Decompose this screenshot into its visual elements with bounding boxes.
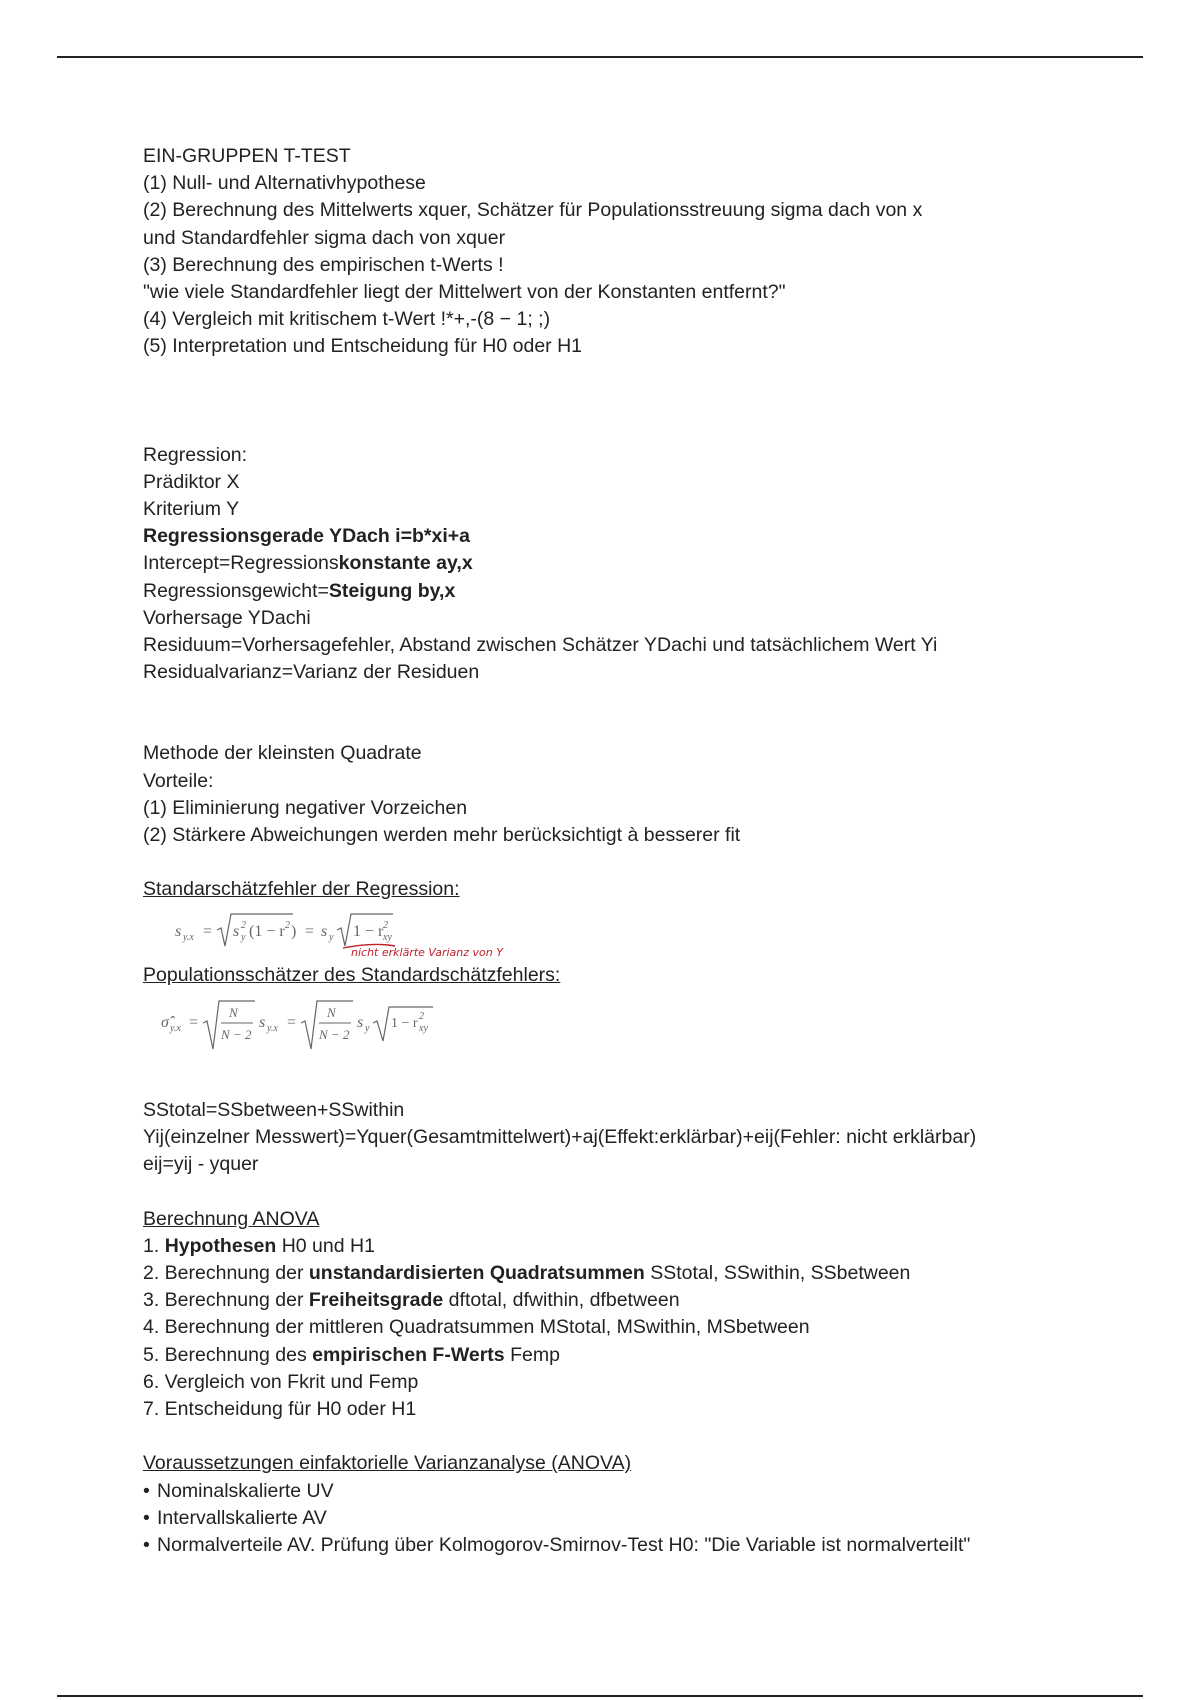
anova-step <box>143 1342 1083 1369</box>
f2-rhs-sup: 2 <box>419 1010 424 1022</box>
t-test-item: (2) Berechnung des Mittelwerts xquer, Schätzer für Populationsstreuung sigma dach von x <box>143 199 923 222</box>
weight-bold: Steigung by,x <box>328 579 456 602</box>
f2-eq1: = <box>189 1013 199 1031</box>
assumption-text: Nominalskalierte UV <box>157 1479 334 1502</box>
f1-t1-close: ) <box>291 922 297 940</box>
t-test-title: EIN-GRUPPEN T-TEST <box>143 145 351 167</box>
regression-residual-variance: Residualvarianz=Varianz der Residuen <box>143 661 480 684</box>
anova-step: 6. Vergleich von Fkrit und Femp <box>143 1370 419 1393</box>
step-pre: 5. Berechnung des <box>143 1343 313 1366</box>
regression-residual: Residuum=Vorhersagefehler, Abstand zwischen Schätzer YDachi und tatsächlichem Wert Yi <box>143 634 938 657</box>
least-squares-item: (1) Eliminierung negativer Vorzeichen <box>143 796 468 819</box>
f1-t1-sub: y <box>241 931 246 943</box>
regression-criterion: Kriterium Y <box>143 498 240 521</box>
anova-calc-title: Berechnung ANOVA <box>143 1207 320 1230</box>
regression-weight <box>143 578 1083 605</box>
least-squares-item: (2) Stärkere Abweichungen werden mehr berücksichtigt à besserer fit <box>143 824 741 847</box>
f1-rhs-rad: 1 − r <box>353 922 384 940</box>
step-bold: Hypothesen <box>164 1234 277 1257</box>
regression-line-text: Regressionsgerade YDach i=b*xi+a <box>143 525 470 548</box>
step-pre: 2. Berechnung der <box>143 1262 309 1285</box>
t-test-item: (4) Vergleich mit kritischem t-Wert !*+,-(8 − 1; ;) <box>143 308 551 331</box>
anova-step: 4. Berechnung der mittleren Quadratsummen MStotal, MSwithin, MSbetween <box>143 1316 810 1339</box>
regression-intercept <box>143 550 1083 577</box>
f2-rhs-rad: 1 − r <box>391 1015 418 1031</box>
bullet-icon: • <box>143 1506 150 1529</box>
pop-estimator-formula-svg <box>143 993 563 1055</box>
f1-rhs-sup: 2 <box>383 919 388 931</box>
step-post: SStotal, SSwithin, SSbetween <box>644 1262 911 1285</box>
intercept-bold: konstante ay,x <box>338 552 473 575</box>
f2-mid-sub: y.x <box>267 1022 278 1034</box>
t-test-item: (1) Null- und Alternativhypothese <box>143 172 426 195</box>
t-test-item: "wie viele Standardfehler liegt der Mittelwert von der Konstanten entfernt?" <box>143 281 786 304</box>
f2-den2: N − 2 <box>319 1026 350 1042</box>
anova-step <box>143 1287 1083 1314</box>
least-squares-advantages: Vorteile: <box>143 769 214 792</box>
document-body <box>143 143 1083 1559</box>
step-pre: 3. Berechnung der <box>143 1289 309 1312</box>
f1-t1: s <box>233 922 240 940</box>
step-post: Femp <box>504 1343 560 1366</box>
regression-predictor: Prädiktor X <box>143 470 240 493</box>
f1-rhs-sub: y <box>329 931 334 943</box>
regression-line <box>143 523 1083 550</box>
std-error-title: Standarschätzfehler der Regression: <box>143 878 460 901</box>
step-pre: 1. <box>143 1234 165 1257</box>
std-error-formula <box>143 908 1083 960</box>
std-error-formula-svg <box>143 908 523 960</box>
anova-decomp-line: Yij(einzelner Messwert)=Yquer(Gesamtmittelwert)+aj(Effekt:erklärbar)+eij(Fehler: nicht erklärbar) <box>143 1126 977 1149</box>
intercept-text: Intercept=Regressions <box>143 552 339 575</box>
step-bold: unstandardisierten Quadratsummen <box>308 1262 645 1285</box>
pop-estimator-formula <box>143 993 1083 1055</box>
regression-title: Regression: <box>143 443 248 466</box>
f2-lhs: σ̂ <box>161 1013 169 1031</box>
f1-rhs-s: s <box>321 922 328 940</box>
weight-text: Regressionsgewicht= <box>143 579 329 602</box>
step-post: dftotal, dfwithin, dfbetween <box>443 1289 680 1312</box>
bullet-icon: • <box>143 1534 150 1557</box>
assumption-item <box>143 1505 1083 1532</box>
f1-t1-sup: 2 <box>241 919 246 931</box>
pop-estimator-title: Populationsschätzer des Standardschätzfehlers: <box>143 963 561 986</box>
step-post: H0 und H1 <box>276 1234 375 1257</box>
f1-eq1: = <box>203 922 213 940</box>
f2-eq2: = <box>287 1013 297 1031</box>
footer-rule <box>57 1695 1143 1697</box>
f2-den1: N − 2 <box>221 1026 252 1042</box>
assumption-item <box>143 1532 1083 1559</box>
f2-rhs-sub: y <box>365 1022 370 1034</box>
f1-lhs-sub: y.x <box>183 931 194 943</box>
least-squares-title: Methode der kleinsten Quadrate <box>143 742 422 765</box>
t-test-item: (3) Berechnung des empirischen t-Werts ! <box>143 253 504 276</box>
f2-rhs-rsub: xy <box>419 1022 428 1034</box>
assumption-text: Intervallskalierte AV <box>157 1506 327 1529</box>
f1-t1-tail-sup: 2 <box>285 919 290 931</box>
f1-rhs-rsub: xy <box>383 931 392 943</box>
f1-lhs: s <box>175 922 182 940</box>
anova-assumptions-title: Voraussetzungen einfaktorielle Varianzanalyse (ANOVA) <box>143 1452 632 1475</box>
f1-eq2: = <box>305 922 315 940</box>
bullet-icon: • <box>143 1479 150 1502</box>
anova-decomp-line: eij=yij - yquer <box>143 1153 259 1176</box>
header-rule <box>57 56 1143 58</box>
f2-lhs-sub: y.x <box>170 1022 181 1034</box>
step-bold: Freiheitsgrade <box>308 1289 444 1312</box>
step-bold: empirischen F-Werts <box>312 1343 505 1366</box>
anova-step <box>143 1260 1083 1287</box>
f1-note: nicht erklärte Varianz von Y <box>351 945 503 959</box>
f2-num2: N <box>327 1004 336 1020</box>
assumption-item <box>143 1478 1083 1505</box>
f2-mid-s: s <box>259 1013 266 1031</box>
assumption-text: Normalverteile AV. Prüfung über Kolmogorov-Smirnov-Test H0: "Die Variable ist normalverteilt" <box>157 1534 971 1557</box>
anova-decomp-line: SStotal=SSbetween+SSwithin <box>143 1098 405 1121</box>
anova-step <box>143 1233 1083 1260</box>
f2-num1: N <box>229 1004 238 1020</box>
t-test-item: (5) Interpretation und Entscheidung für H0 oder H1 <box>143 335 583 358</box>
anova-step: 7. Entscheidung für H0 oder H1 <box>143 1398 417 1421</box>
f2-rhs-s: s <box>357 1013 364 1031</box>
t-test-item: und Standardfehler sigma dach von xquer <box>143 226 506 249</box>
regression-prediction: Vorhersage YDachi <box>143 606 311 629</box>
f1-t1-tail: (1 − r <box>249 922 285 940</box>
